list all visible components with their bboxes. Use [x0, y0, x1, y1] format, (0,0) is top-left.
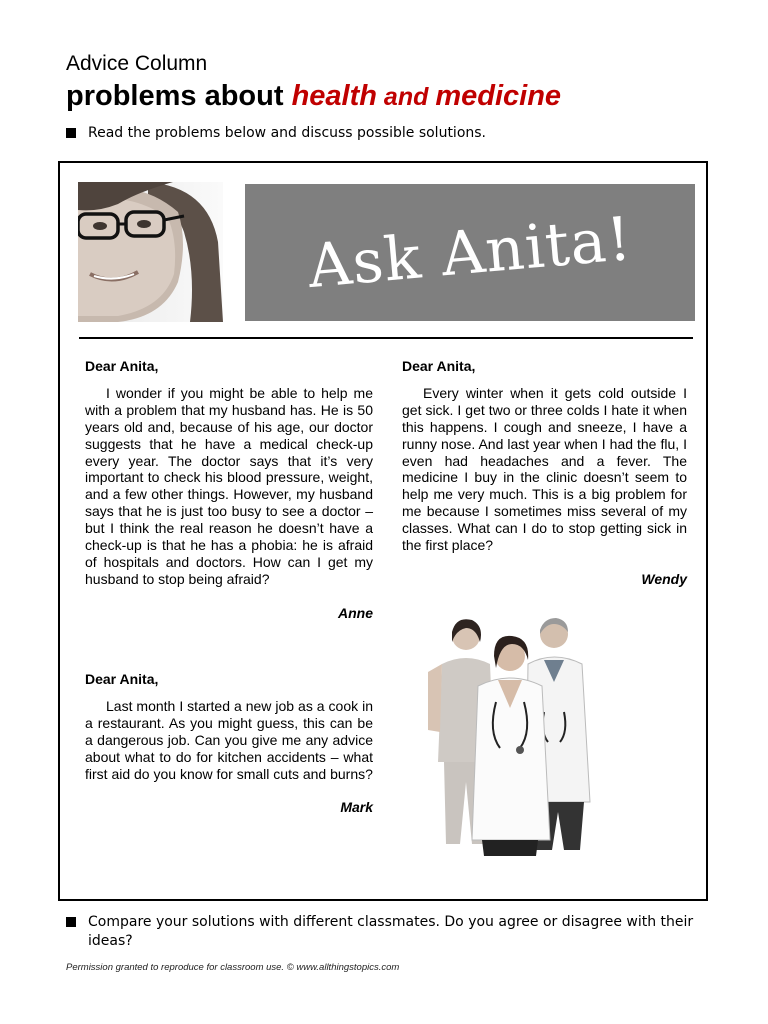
letter-greeting: Dear Anita, [402, 358, 476, 374]
medical-staff-image [416, 612, 616, 857]
letter-body: Every winter when it gets cold outside I get sick. I get two or three colds I hate it when this happens. I cough and sneeze, I have a runny nose. And last year when I had the flu, I even had headaches and a fever. The medicine I buy in the clinic doesn’t seem to help me very much. This is a big problem for me because I sometimes miss several of my classes. What can I do to stop getting sick in the first place? [402, 384, 687, 554]
instruction-top-text: Read the problems below and discuss possible solutions. [88, 125, 487, 141]
instruction-bottom [66, 913, 706, 951]
letter-greeting: Dear Anita, [85, 671, 159, 687]
title-health: health [291, 80, 377, 112]
letter-signature: Mark [340, 799, 373, 816]
bullet-square-icon [66, 917, 76, 927]
title-and: and [376, 83, 436, 111]
divider-rule [79, 337, 693, 339]
column-label: Advice Column [66, 52, 208, 75]
footer-permission: Permission granted to reproduce for classroom use. © www.allthingstopics.com [66, 962, 400, 973]
letter-body: I wonder if you might be able to help me with a problem that my husband has. He is 50 years old and, because of his age, our doctor suggests that he have a medical check-up every year. The doctor says that it’s very important to check his blood pressure, weight, and a few other things. However, my husband says that he is just too busy to see a doctor – but I think the real reason he doesn’t have a check-up is that he has a phobia: he is afraid of hospitals and doctors. How can I get my husband to stop being afraid? [85, 384, 373, 587]
instruction-bottom-text: Compare your solutions with different classmates. Do you agree or disagree with their ideas? [88, 914, 694, 949]
letter-body: Last month I started a new job as a cook in a restaurant. As you might guess, this can be a dangerous job. Can you give me any advice about what to do for kitchen accidents – what first aid do you know for small cuts and burns? [85, 697, 373, 782]
bullet-square-icon [66, 128, 76, 138]
letter-anne [85, 358, 373, 622]
banner-title: Ask Anita! [305, 203, 635, 302]
letter-greeting: Dear Anita, [85, 358, 159, 374]
woman-face-illustration [78, 182, 223, 322]
title-medicine: medicine [435, 80, 562, 112]
instruction-top [66, 124, 706, 143]
letter-signature: Anne [338, 604, 373, 621]
letter-mark [85, 671, 373, 816]
ask-anita-banner [245, 184, 695, 321]
title-part-1: problems about [66, 80, 292, 112]
letter-wendy [402, 358, 687, 588]
page-title [66, 78, 561, 115]
anita-portrait-image [78, 182, 223, 322]
letter-signature: Wendy [641, 570, 687, 587]
doctors-group-illustration [416, 612, 616, 857]
